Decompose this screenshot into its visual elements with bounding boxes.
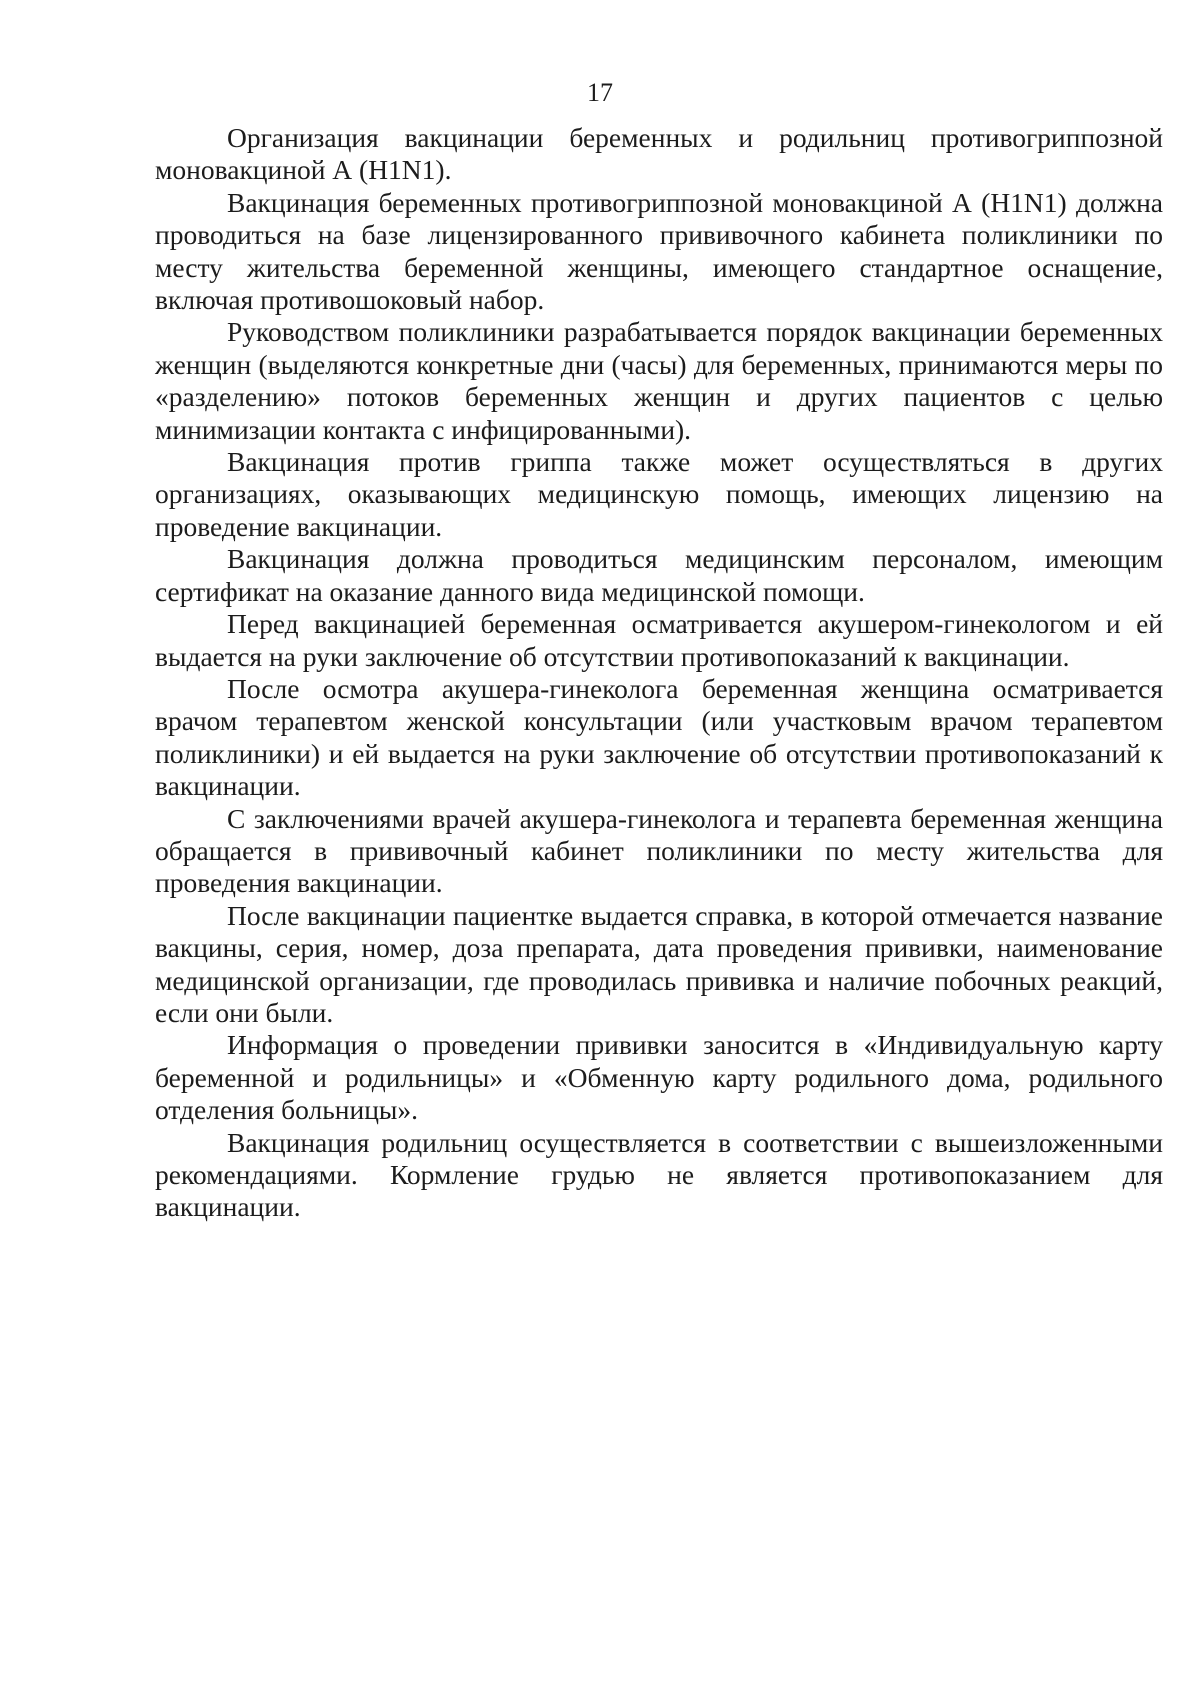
paragraph: Перед вакцинацией беременная осматривается акушером-гинекологом и ей выдается на руки заключение об отсутствии противопоказаний к вакцинации.	[155, 608, 1163, 672]
paragraph: После осмотра акушера-гинеколога беременная женщина осматривается врачом терапевтом женской консультации (или участковым врачом терапевтом поликлиники) и ей выдается на руки заключение об отсутствии противопоказаний к вакцинации.	[155, 672, 1163, 802]
document-body	[155, 122, 1163, 1224]
paragraph: Информация о проведении прививки заносится в «Индивидуальную карту беременной и родильницы» и «Обменную карту родильного дома, родильного отделения больницы».	[155, 1029, 1163, 1126]
paragraph: Вакцинация родильниц осуществляется в соответствии с вышеизложенными рекомендациями. Кормление грудью не является противопоказанием для вакцинации.	[155, 1126, 1163, 1223]
paragraph: После вакцинации пациентке выдается справка, в которой отмечается название вакцины, серия, номер, доза препарата, дата проведения прививки, наименование медицинской организации, где проводилась прививка и наличие побочных реакций, если они были.	[155, 899, 1163, 1028]
paragraph: Руководством поликлиники разрабатывается порядок вакцинации беременных женщин (выделяются конкретные дни (часы) для беременных, принимаются меры по «разделению» потоков беременных женщин и других пациентов с целью минимизации контакта с инфицированными).	[155, 316, 1163, 445]
paragraph: Вакцинация должна проводиться медицинским персоналом, имеющим сертификат на оказание данного вида медицинской помощи.	[155, 543, 1163, 607]
page-number: 17	[587, 78, 613, 107]
paragraph: Вакцинация против гриппа также может осуществляться в других организациях, оказывающих медицинскую помощь, имеющих лицензию на проведение вакцинации.	[155, 446, 1163, 542]
paragraph: Вакцинация беременных противогриппозной моновакциной А (H1N1) должна проводиться на базе лицензированного прививочного кабинета поликлиники по месту жительства беременной женщины, имеющего стандартное оснащение, включая противошоковый набор.	[155, 186, 1163, 316]
paragraph: С заключениями врачей акушера-гинеколога и терапевта беременная женщина обращается в прививочный кабинет поликлиники по месту жительства для проведения вакцинации.	[155, 802, 1163, 899]
paragraph: Организация вакцинации беременных и родильниц противогриппозной моновакциной А (H1N1).	[155, 122, 1163, 186]
